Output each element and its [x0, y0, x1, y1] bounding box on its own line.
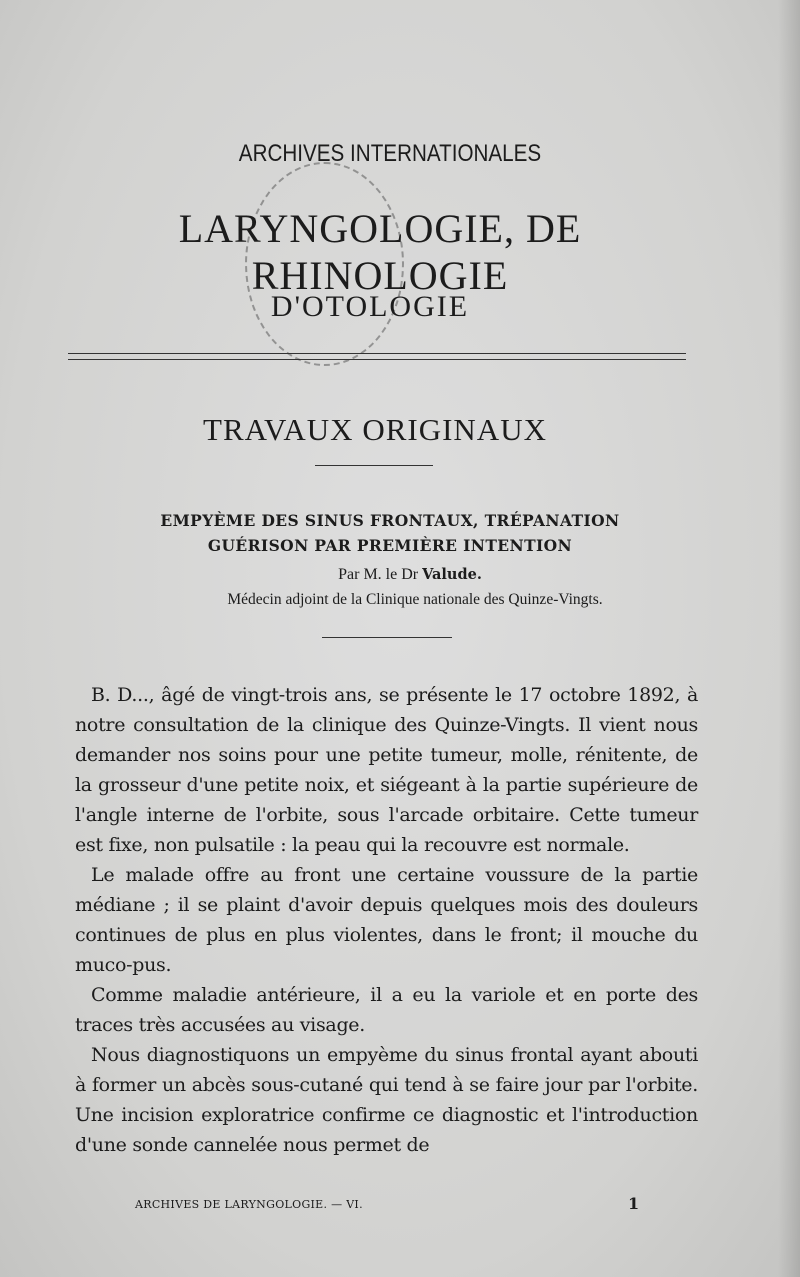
header-double-rule — [68, 353, 686, 360]
body-paragraph: Nous diagnostiquons un empyème du sinus frontal ayant abouti à former un abcès sous-cutané qui tend à se faire jour par l'orbite. Une incision exploratrice confirme ce diagnostic et l'introduction d'une sonde cannelée nous permet de — [75, 1044, 698, 1156]
section-title: TRAVAUX ORIGINAUX — [203, 412, 547, 447]
signature-mark: 1 — [628, 1194, 640, 1213]
journal-title-line1: ARCHIVES INTERNATIONALES — [238, 140, 542, 167]
author-name: Valude. — [422, 566, 482, 583]
body-paragraph: B. D..., âgé de vingt-trois ans, se présente le 17 octobre 1892, à notre consultation de la clinique des Quinze-Vingts. Il vient nous demander nos soins pour une petite tumeur, molle, rénitente, de la grosseur d'une petite noix, et siégeant à la partie supérieure de l'angle interne de l'orbite, sous l'arcade orbitaire. Cette tumeur est fixe, non pulsatile : la peau qui la recouvre est normale. — [75, 684, 698, 856]
article-rule — [322, 637, 452, 638]
article-body — [75, 680, 698, 1160]
body-paragraph: Comme maladie antérieure, il a eu la variole et en porte des traces très accusées au visage. — [75, 984, 698, 1036]
article-title-line2: GUÉRISON PAR PREMIÈRE INTENTION — [207, 536, 573, 555]
article-title — [60, 508, 720, 558]
section-rule — [315, 465, 433, 466]
running-title: ARCHIVES DE LARYNGOLOGIE. — VI. — [135, 1198, 363, 1211]
page-edge-shadow — [778, 0, 800, 1277]
article-byline — [60, 566, 760, 584]
article-title-line1: EMPYÈME DES SINUS FRONTAUX, TRÉPANATION — [160, 511, 620, 530]
journal-title-line3: D'OTOLOGIE — [270, 290, 470, 323]
byline-prefix: Par M. le Dr — [338, 566, 419, 583]
body-paragraph: Le malade offre au front une certaine voussure de la partie médiane ; il se plaint d'avoir depuis quelques mois des douleurs continues de plus en plus violentes, dans le front; il mouche du muco-pus. — [75, 864, 698, 976]
journal-title-line2: LARYNGOLOGIE, DE RHINOLOGIE — [178, 206, 582, 298]
author-affiliation: Médecin adjoint de la Clinique nationale des Quinze-Vingts. — [227, 591, 603, 608]
